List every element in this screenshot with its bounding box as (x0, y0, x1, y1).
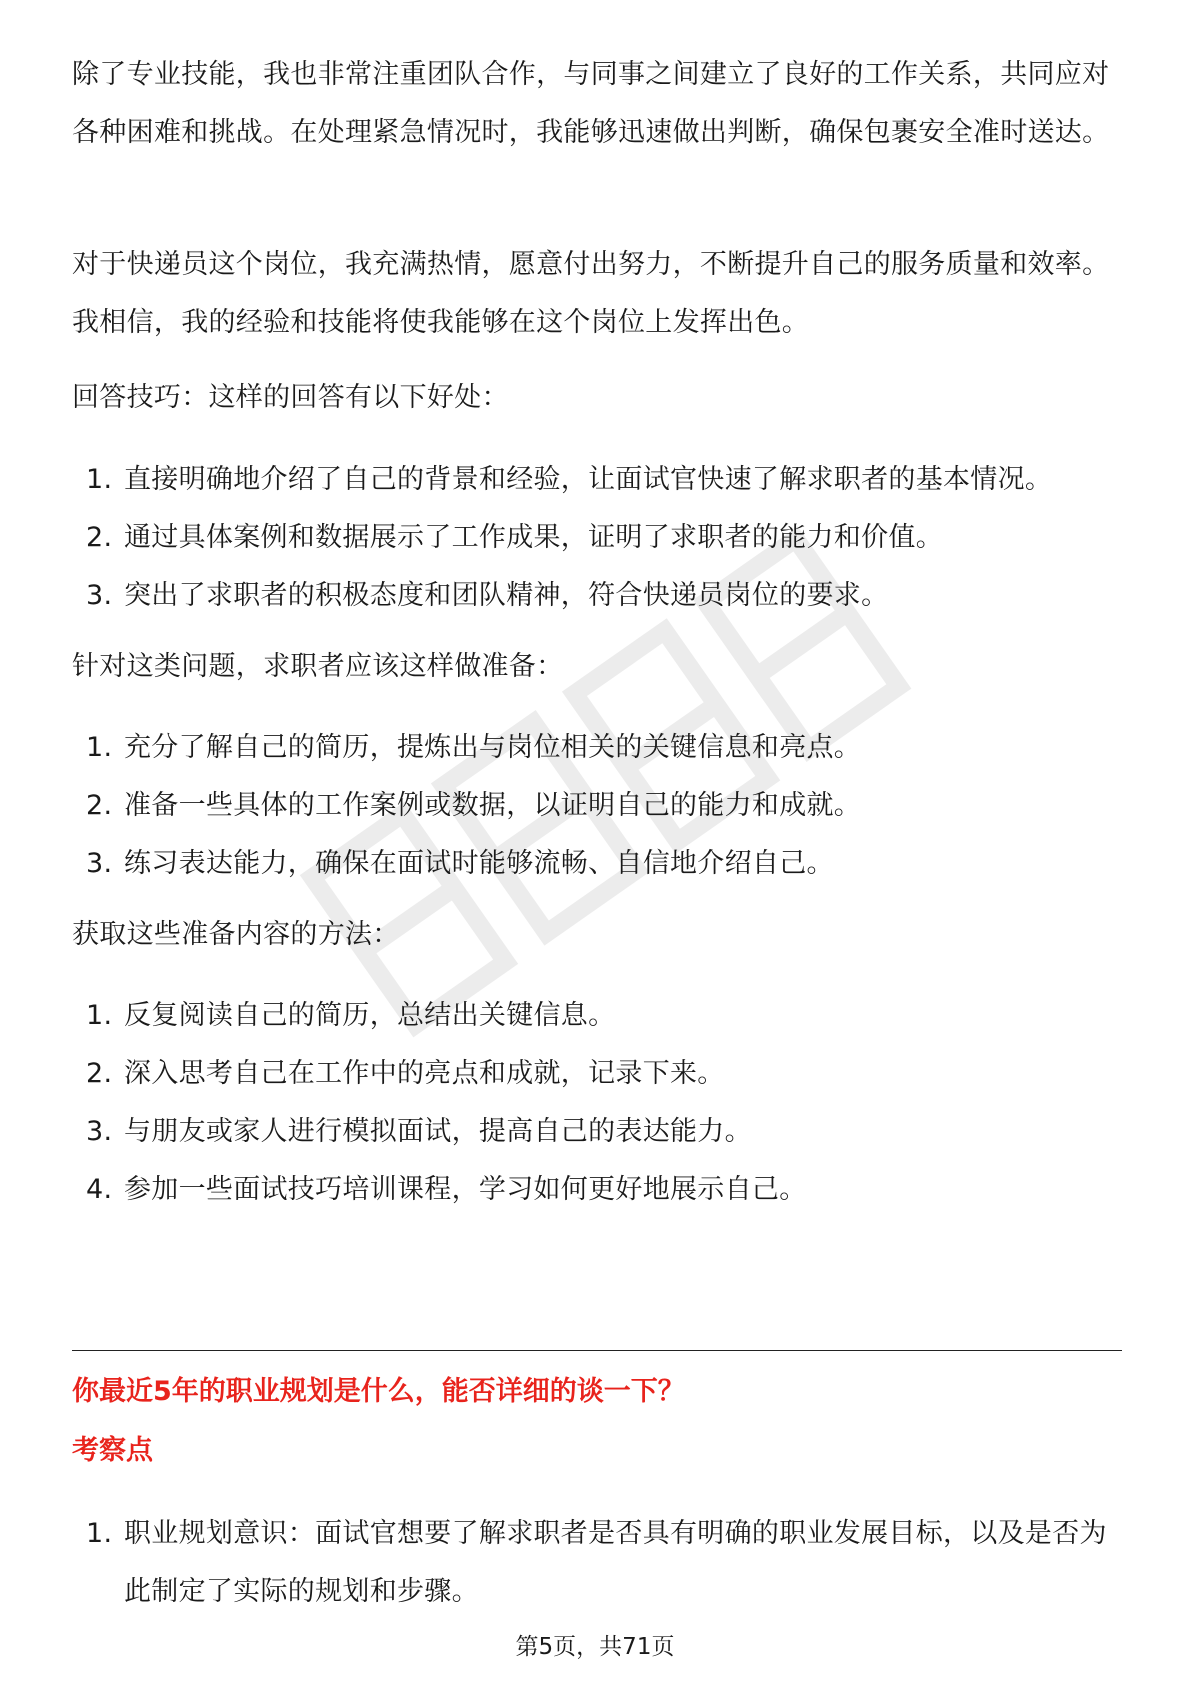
list-item: 2. 深入思考自己在工作中的亮点和成就，记录下来。 (86, 1058, 725, 1089)
section-divider (72, 1350, 1122, 1351)
page-number-footer: 第5页，共71页 (515, 1634, 675, 1660)
list-item: 4. 参加一些面试技巧培训课程，学习如何更好地展示自己。 (86, 1174, 807, 1205)
benefits-list (72, 451, 1120, 625)
list-item: 1. 职业规划意识：面试官想要了解求职者是否具有明确的职业发展目标，以及是否为此制定了实际的规划和步骤。 (86, 1518, 1107, 1607)
methods-list (72, 987, 1120, 1219)
list-item: 1. 直接明确地介绍了自己的背景和经验，让面试官快速了解求职者的基本情况。 (86, 464, 1053, 495)
prep-list (72, 719, 1120, 893)
paragraph-methods: 获取这些准备内容的方法： (72, 919, 400, 950)
list-item: 1. 反复阅读自己的简历，总结出关键信息。 (86, 1000, 616, 1031)
question-heading: 你最近5年的职业规划是什么，能否详细的谈一下？ (72, 1376, 685, 1407)
list-item: 3. 突出了求职者的积极态度和团队精神，符合快递员岗位的要求。 (86, 580, 889, 611)
list-item: 2. 通过具体案例和数据展示了工作成果，证明了求职者的能力和价值。 (86, 522, 943, 553)
paragraph-enthusiasm: 对于快递员这个岗位，我充满热情，愿意付出努力，不断提升自己的服务质量和效率。我相信，我的经验和技能将使我能够在这个岗位上发挥出色。 (72, 249, 1110, 338)
subheading-assessment-points: 考察点 (72, 1435, 153, 1466)
list-item: 1. 充分了解自己的简历，提炼出与岗位相关的关键信息和亮点。 (86, 732, 862, 763)
assessment-points-list (72, 1505, 1120, 1621)
list-item: 3. 与朋友或家人进行模拟面试，提高自己的表达能力。 (86, 1116, 752, 1147)
paragraph-answer-tips: 回答技巧：这样的回答有以下好处： (72, 382, 509, 413)
paragraph-teamwork: 除了专业技能，我也非常注重团队合作，与同事之间建立了良好的工作关系，共同应对各种困难和挑战。在处理紧急情况时，我能够迅速做出判断，确保包裹安全准时送达。 (72, 59, 1110, 148)
list-item: 3. 练习表达能力，确保在面试时能够流畅、自信地介绍自己。 (86, 848, 834, 879)
paragraph-preparation: 针对这类问题，求职者应该这样做准备： (72, 651, 564, 682)
list-item: 2. 准备一些具体的工作案例或数据，以证明自己的能力和成就。 (86, 790, 862, 821)
